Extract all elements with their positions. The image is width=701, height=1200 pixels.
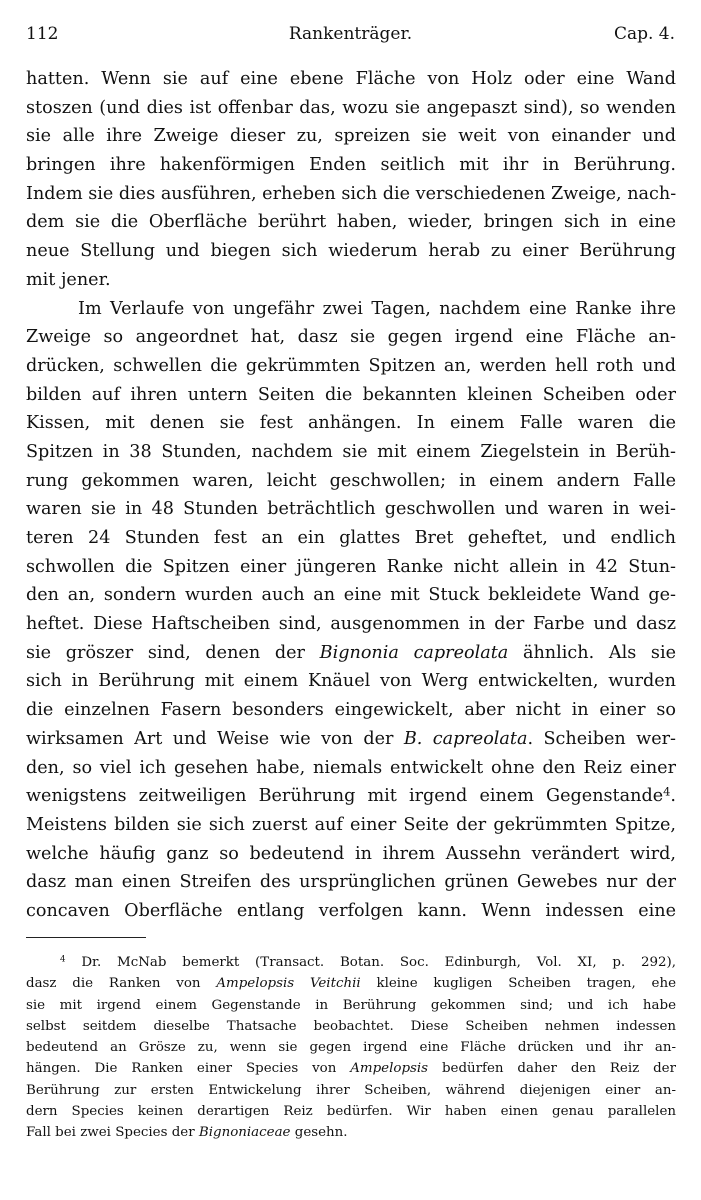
text-line (26, 696, 676, 725)
main-text (26, 65, 676, 926)
text-line (26, 409, 676, 438)
text-line (26, 840, 676, 869)
text-line (26, 811, 676, 840)
text-run: Fall bei zwei Species der (26, 1125, 199, 1141)
footnote-line (26, 1101, 676, 1122)
text-line (26, 524, 676, 553)
text-line (26, 151, 676, 180)
text-run: rung gekommen waren, leicht geschwollen; in einem andern Falle (26, 470, 676, 491)
text-line (26, 868, 676, 897)
text-run: bedürfen daher den Reiz der (428, 1061, 676, 1077)
footnote-line (26, 1080, 676, 1101)
text-line (26, 208, 676, 237)
footnote-line (26, 1037, 676, 1058)
text-run: sie alle ihre Zweige dieser zu, spreizen sie weit von einander und (26, 126, 676, 147)
italic-taxon: B. capreolata (403, 728, 528, 749)
text-line (26, 237, 676, 266)
text-run: sie mit irgend einem Gegenstande in Berührung gekommen sind; und ich habe (26, 997, 676, 1013)
text-run: dem sie die Oberfläche berührt haben, wieder, bringen sich in eine (26, 212, 676, 233)
footnote-line (26, 1058, 676, 1079)
text-run: sich in Berührung mit einem Knäuel von Werg entwickelten, wurden (26, 671, 676, 692)
text-line (26, 581, 676, 610)
text-run: gesehn. (290, 1125, 348, 1141)
text-line (26, 467, 676, 496)
text-run: wenigstens zeitweiligen Berührung mit irgend einem Gegenstande (26, 786, 664, 807)
text-line (26, 725, 676, 754)
italic-taxon: Ampelopsis (350, 1061, 429, 1077)
text-line (26, 610, 676, 639)
footnote-marker: 4 (60, 954, 66, 965)
text-line (26, 639, 676, 668)
text-run: bringen ihre hakenförmigen Enden seitlich mit ihr in Berührung. (26, 155, 676, 176)
text-run: welche häufig ganz so bedeutend in ihrem Aussehn verändert wird, (26, 843, 676, 864)
running-title: Rankenträger. (288, 24, 413, 44)
text-run: bedeutend an Grösze zu, wenn sie gegen irgend eine Fläche drücken und ihr an- (26, 1040, 676, 1056)
text-run: Indem sie dies ausführen, erheben sich die verschiedenen Zweige, nach- (26, 183, 676, 204)
text-run: Im Verlaufe von ungefähr zwei Tagen, nachdem eine Ranke ihre (78, 298, 676, 319)
page-number: 112 (26, 24, 59, 44)
text-line (26, 495, 676, 524)
text-run: Spitzen in 38 Stunden, nachdem sie mit einem Ziegelstein in Berüh- (26, 441, 676, 462)
text-run: dasz man einen Streifen des ursprünglichen grünen Gewebes nur der (26, 872, 676, 893)
text-run: die einzelnen Fasern besonders eingewickelt, aber nicht in einer so (26, 700, 676, 721)
text-line (26, 65, 676, 94)
footnote-line (26, 1016, 676, 1037)
footnote-line (26, 995, 676, 1016)
text-run: drücken, schwellen die gekrümmten Spitzen an, werden hell roth und (26, 355, 676, 376)
text-run: . Scheiben wer- (527, 728, 676, 749)
text-run: heftet. Diese Haftscheiben sind, ausgenommen in der Farbe und dasz (26, 614, 676, 635)
text-run: neue Stellung und biegen sich wiederum herab zu einer Berührung (26, 241, 676, 262)
chapter-label: Cap. 4. (613, 24, 675, 44)
text-run: mit jener. (26, 269, 111, 290)
text-run: wirksamen Art und Weise wie von der (26, 728, 404, 749)
text-run: sie gröszer sind, denen der (26, 642, 320, 663)
text-line (26, 667, 676, 696)
text-line (26, 381, 676, 410)
text-run: dern Species keinen derartigen Reiz bedürfen. Wir haben einen genau parallelen (26, 1104, 676, 1120)
italic-taxon: Bignoniaceae (198, 1125, 291, 1141)
text-run: concaven Oberfläche entlang verfolgen kann. Wenn indessen eine (26, 900, 676, 921)
text-run: schwollen die Spitzen einer jüngeren Ranke nicht allein in 42 Stun- (26, 556, 676, 577)
text-run: Zweige so angeordnet hat, dasz sie gegen irgend eine Fläche an- (26, 327, 676, 348)
text-line (26, 266, 676, 295)
text-line (26, 323, 676, 352)
text-run: den, so viel ich gesehen habe, niemals entwickelt ohne den Reiz einer (26, 757, 676, 778)
italic-taxon: Bignonia capreolata (319, 642, 509, 663)
text-line (26, 352, 676, 381)
text-line (26, 122, 676, 151)
text-run: . (670, 786, 676, 807)
text-run: kleine kugligen Scheiben tragen, ehe (360, 976, 676, 992)
text-line (26, 295, 676, 324)
footnotes (26, 952, 676, 1144)
text-line (26, 754, 676, 783)
text-line (26, 94, 676, 123)
footnote-separator (26, 937, 146, 938)
footnote-line (26, 952, 676, 973)
text-line (26, 180, 676, 209)
text-run: waren sie in 48 Stunden beträchtlich geschwollen und waren in wei- (26, 499, 676, 520)
text-run: Dr. McNab bemerkt (Transact. Botan. Soc. Edinburgh, Vol. XI, p. 292), (65, 955, 676, 970)
text-run: hängen. Die Ranken einer Species von (26, 1061, 351, 1077)
text-run: bilden auf ihren untern Seiten die bekannten kleinen Scheiben oder (26, 384, 676, 405)
text-run: hatten. Wenn sie auf eine ebene Fläche von Holz oder eine Wand (26, 69, 676, 89)
text-run: Kissen, mit denen sie fest anhängen. In einem Falle waren die (26, 413, 676, 434)
running-header (26, 24, 675, 48)
text-run: Berührung zur ersten Entwickelung ihrer Scheiben, während diejenigen einer an- (26, 1082, 676, 1098)
text-run: teren 24 Stunden fest an ein glattes Bret geheftet, und endlich (26, 528, 676, 548)
text-line (26, 897, 676, 926)
text-run: stoszen (und dies ist offenbar das, wozu sie angepaszt sind), so wenden (26, 97, 676, 118)
footnote-line (26, 1122, 676, 1143)
text-run: selbst seitdem dieselbe Thatsache beobachtet. Diese Scheiben nehmen indessen (26, 1018, 676, 1034)
text-run: dasz die Ranken von (26, 976, 217, 992)
italic-taxon: Ampelopsis Veitchii (216, 976, 361, 992)
text-line (26, 438, 676, 467)
text-line (26, 553, 676, 582)
footnote-reference: 4 (663, 784, 671, 799)
text-run: den an, sondern wurden auch an eine mit Stuck bekleidete Wand ge- (26, 585, 676, 606)
text-line (26, 782, 676, 811)
text-run: Meistens bilden sie sich zuerst auf einer Seite der gekrümmten Spitze, (26, 814, 676, 835)
text-run: ähnlich. Als sie (508, 642, 676, 663)
footnote-line (26, 973, 676, 994)
